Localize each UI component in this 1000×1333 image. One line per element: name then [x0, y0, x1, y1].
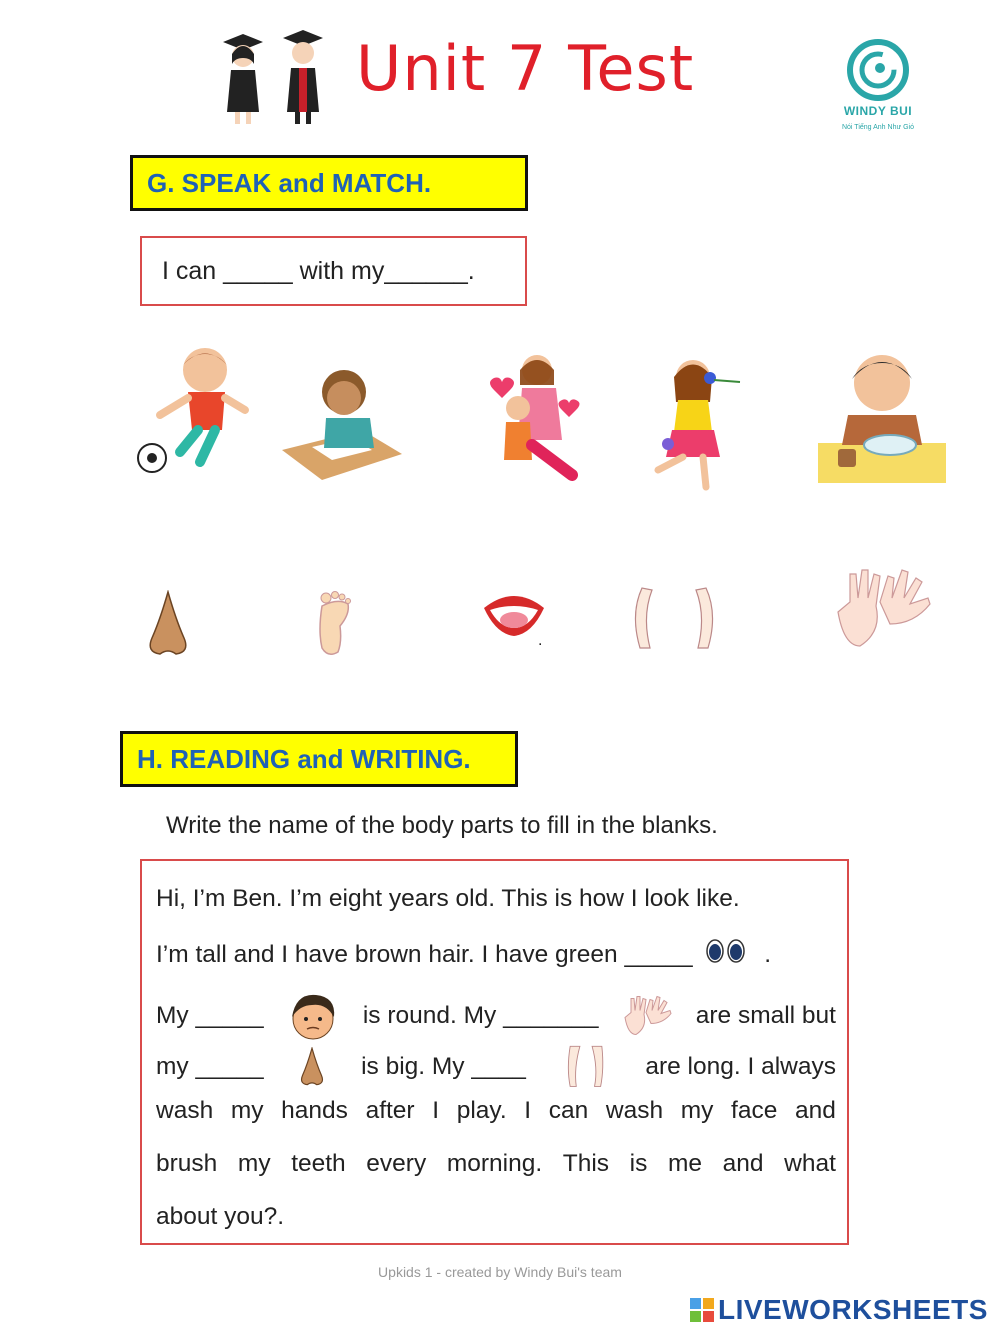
- nose-small-icon: [295, 1047, 329, 1087]
- story-line-3-a: My _____: [156, 1002, 264, 1029]
- word: what: [784, 1150, 836, 1177]
- word: I: [524, 1097, 532, 1124]
- arms-icon: [628, 584, 720, 660]
- eat-icon: [818, 345, 946, 485]
- mouth-dot: .: [538, 632, 543, 649]
- face-icon: [286, 991, 340, 1041]
- story-box: [140, 859, 849, 1245]
- section-h-heading: H. READING and WRITING.: [120, 731, 518, 787]
- hands-icon: [830, 562, 934, 656]
- word: after: [365, 1097, 415, 1124]
- story-line-2: [156, 938, 836, 969]
- nose-icon: [146, 590, 190, 658]
- liveworksheets-brand[interactable]: [690, 1292, 988, 1328]
- word: hands: [281, 1097, 348, 1124]
- story-line-3-c: are small but: [695, 1002, 836, 1029]
- story-line-4-a: my _____: [156, 1053, 264, 1080]
- word: my: [680, 1097, 714, 1124]
- eyes-icon: [705, 938, 747, 964]
- sentence-frame: I can _____ with my______.: [140, 236, 527, 306]
- word: and: [794, 1097, 836, 1124]
- logo-name: WINDY BUI: [843, 104, 913, 118]
- word: morning.: [446, 1150, 543, 1177]
- logo-tagline: Nói Tiếng Anh Như Gió: [841, 124, 914, 131]
- word: and: [722, 1150, 764, 1177]
- word: I: [432, 1097, 440, 1124]
- mouth-icon: [482, 588, 546, 640]
- windy-bui-logo: [828, 38, 928, 143]
- word: every: [366, 1150, 427, 1177]
- story-line-2-end: .: [764, 941, 772, 968]
- word: play.: [456, 1097, 507, 1124]
- foot-icon: [298, 586, 370, 660]
- word: face: [731, 1097, 778, 1124]
- page-title: Unit 7 Test: [356, 32, 695, 105]
- word: can: [548, 1097, 589, 1124]
- story-line-6: [156, 1150, 836, 1178]
- hands-small-icon: [621, 992, 673, 1040]
- word: is: [629, 1150, 648, 1177]
- story-line-7: about you?.: [156, 1203, 285, 1230]
- word: my: [230, 1097, 264, 1124]
- footer-credit: Upkids 1 - created by Windy Bui's team: [378, 1264, 622, 1280]
- write-icon: [282, 362, 402, 482]
- story-line-3: [156, 991, 836, 1041]
- liveworksheets-logo-icon: [690, 1298, 714, 1322]
- word: wash: [156, 1097, 214, 1124]
- word: brush: [156, 1150, 218, 1177]
- liveworksheets-text: LIVEWORKSHEETS: [718, 1294, 988, 1325]
- legs-icon: [558, 1043, 614, 1091]
- instruction-text: Write the name of the body parts to fill in the blanks.: [166, 812, 718, 839]
- section-g-heading: G. SPEAK and MATCH.: [130, 155, 528, 211]
- graduates-illustration: [215, 20, 335, 130]
- story-line-3-b: is round. My _______: [362, 1002, 599, 1029]
- word: me: [667, 1150, 703, 1177]
- word: teeth: [291, 1150, 346, 1177]
- word: my: [237, 1150, 271, 1177]
- story-line-4-b: is big. My ____: [361, 1053, 526, 1080]
- kick-ball-icon: [130, 340, 255, 480]
- story-line-4: [156, 1043, 836, 1091]
- smell-flower-icon: [648, 352, 748, 492]
- word: wash: [605, 1097, 664, 1124]
- story-line-4-c: are long. I always: [645, 1053, 836, 1080]
- word: This: [562, 1150, 610, 1177]
- story-line-2-text: I’m tall and I have brown hair. I have green _____: [156, 941, 693, 968]
- spiral-logo-icon: [846, 38, 910, 102]
- hug-icon: [482, 350, 587, 485]
- story-line-1: Hi, I’m Ben. I’m eight years old. This is how I look like.: [156, 885, 740, 912]
- story-line-5: [156, 1097, 836, 1125]
